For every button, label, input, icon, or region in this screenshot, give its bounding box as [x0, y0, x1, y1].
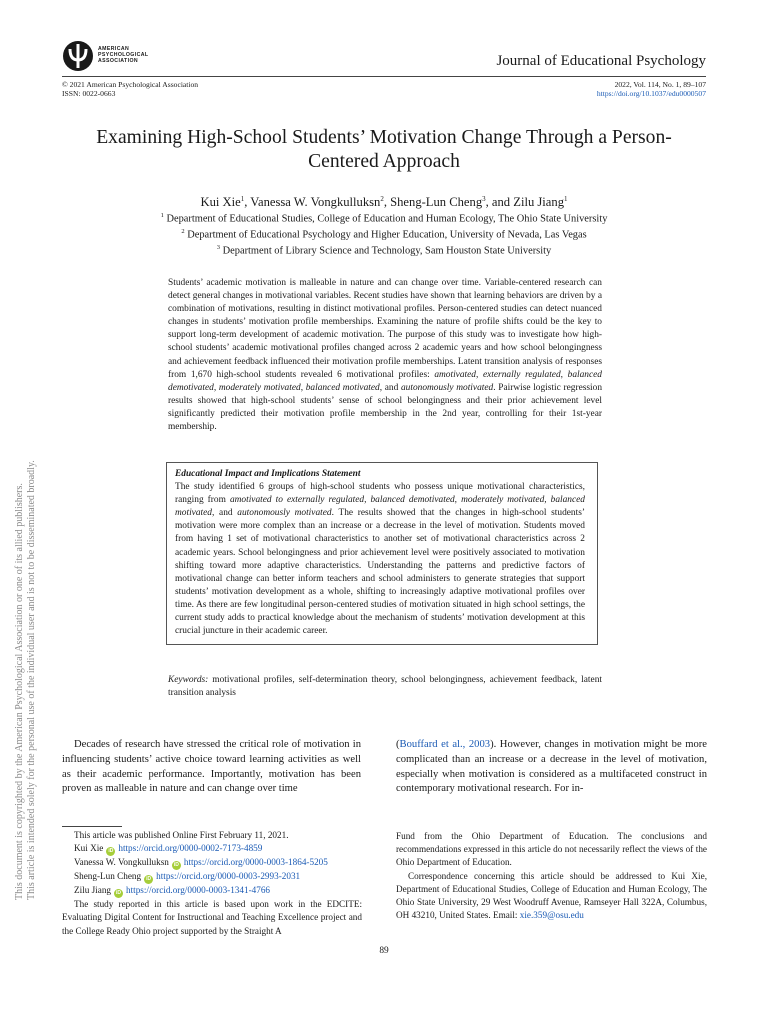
keywords-label: Keywords: [168, 675, 209, 685]
orcid-icon: iD [108, 848, 114, 855]
orcid-entry: Sheng-Lun Cheng iD https://orcid.org/0000-0003-2993-2031 [74, 871, 301, 883]
footnotes-right [396, 830, 707, 922]
body-column-right: (Bouffard et al., 2003). However, changes in motivation might be more complicated than an increase or a decrease in the level of motivation, especially when motivation is considered as a multifaceted construct in contemporary motivational research. For in- [396, 739, 707, 795]
orcid-link[interactable]: https://orcid.org/0000-0003-2993-2031 [156, 871, 301, 882]
apa-logo-wordmark: AMERICAN PSYCHOLOGICAL ASSOCIATION [98, 46, 149, 65]
copyright: © 2021 American Psychological Association [62, 80, 199, 89]
author: Kui Xie [200, 195, 241, 210]
orcid-link[interactable]: https://orcid.org/0000-0003-1341-4766 [126, 885, 271, 896]
funding-note-continued: Fund from the Ohio Department of Education. The conclusions and recommendations expressed in this article do not necessarily reflect the views of the Ohio Department of Education. [396, 831, 707, 868]
orcid-link[interactable]: https://orcid.org/0000-0003-1864-5205 [183, 857, 328, 868]
copyright-side-notice [14, 80, 38, 900]
doi-link[interactable]: https://doi.org/10.1037/edu0000507 [596, 89, 706, 98]
funding-note: The study reported in this article is based upon work in the EDCITE: Evaluating Digital Content for Instructional and Teaching Excellence project and the College Ready Ohio project supported by the Straight A [62, 899, 362, 936]
correspondence-note: Correspondence concerning this article should be addressed to Kui Xie, Department of Educational Studies, College of Education and Human Ecology, The Ohio State University, 29 West Woodruff Avenue, Ramseyer Hall 322A, Columbus, OH 43210, United States. Email: xie.359@osu.edu [396, 870, 707, 921]
impact-statement-box [166, 462, 598, 645]
body-column-left [62, 738, 361, 797]
affiliation: $^1$ Department of Educational Studies, College of Education and Human Ecology, The Ohio State University [160, 212, 608, 225]
orcid-link[interactable]: https://orcid.org/0000-0002-7173-4859 [118, 843, 263, 854]
volume-info: 2022, Vol. 114, No. 1, 89–107 [614, 80, 706, 89]
orcid-entry: Kui Xie iD https://orcid.org/0000-0002-7173-4859 [74, 843, 263, 855]
footnote-rule [62, 826, 122, 827]
affiliation: $^2$ Department of Educational Psychology and Higher Education, University of Nevada, Las Vegas [181, 228, 587, 241]
side-notice-line-1: This document is copyrighted by the American Psychological Association or one of its allied publishers. [14, 483, 25, 900]
header-rule [62, 76, 706, 77]
body-paragraph: Decades of research have stressed the critical role of motivation in influencing students’ active choice toward learning activities as well as their academic performance. Importantly, motivation has been proven as malleable in nature and can change over time [62, 739, 361, 795]
author: Zilu Jiang [513, 195, 564, 210]
apa-logo [62, 40, 192, 72]
issn: ISSN: 0022-0663 [62, 89, 116, 98]
impact-statement-heading: Educational Impact and Implications Statement [175, 469, 361, 479]
citation-link[interactable]: Bouffard et al., 2003 [399, 739, 491, 750]
copyright-block [62, 80, 198, 98]
author: Sheng-Lun Cheng [390, 195, 483, 210]
affiliation-list [62, 210, 706, 258]
orcid-entry: Vanessa W. Vongkulluksn iD https://orcid.org/0000-0003-1864-5205 [74, 857, 328, 869]
abstract: Students’ academic motivation is malleable in nature and can change over time. Variable-centered research can detect general changes in motivational variables. Recent studies have shown that learning behaviors are driven by a combination of motivations, resulting in distinct motivational profiles. Person-centered studies can detect nuanced changes in students’ motivation profile memberships. Examining the nature of profile shifts could be the key to support long-term development of academic motivation. The purpose of this study was to investigate how high-school students’ academic motivational profiles changed across 2 academic years and how school belongingness and achievement feedback influenced their motivation profile memberships. Latent transition analysis of responses from 1,670 high-school students revealed 6 motivational profiles: amotivated, externally regulated, balanced demotivated, moderately motivated, balanced motivated, and autonomously motivated. Pairwise logistic regression results showed that high-school students’ sense of school belongingness and their prior achievement level significantly predicted their motivation profile membership in the 2nd year, controlling for their 1st-year membership. [168, 278, 603, 433]
impact-statement-text: The study identified 6 groups of high-school students who possess unique motivational characteristics, ranging from amotivated to externally regulated, balanced demotivated, moderately motivated, balanced motivated, and autonomously motivated. The results showed that the changes in high-school students’ motivation were more complex than an increase or a decrease in the level of motivation. Students moved from having 1 set of motivational characteristics to another set of motivational characteristics across 2 academic years. School belongingness and prior achievement level were positively associated to motivation shifting toward more adaptive characteristics. Understanding the patterns and predictive factors of motivational change can better inform teachers and school administers to generate strategies that support students’ motivation development as a whole, shifting to increasingly adaptive motivational profiles over time. As there are few longitudinal person-centered studies of motivation situated in high school settings, the current study adds to practical knowledge about the mechanism of students’ motivation development at this crucial juncture in their academic career. [175, 482, 585, 637]
article-title: Examining High-School Students’ Motivation Change Through a Person-Centered Approach [96, 127, 672, 172]
email-link[interactable]: xie.359@osu.edu [519, 910, 584, 921]
journal-name: Journal of Educational Psychology [496, 53, 706, 69]
side-notice-line-2: This article is intended solely for the personal use of the individual user and is not to be disseminated broadly. [26, 460, 37, 900]
footnotes-left [62, 829, 362, 938]
author: Vanessa W. Vongkulluksn [250, 195, 381, 210]
orcid-icon: iD [116, 890, 122, 897]
orcid-entry: Zilu Jiang iD https://orcid.org/0000-0003-1341-4766 [74, 885, 271, 897]
keywords: Keywords: motivational profiles, self-determination theory, school belongingness, achievement feedback, latent transition analysis [168, 675, 602, 698]
orcid-icon: iD [146, 876, 152, 883]
author-list: Kui Xie$^1$, Vanessa W. Vongkulluksn$^2$, Sheng-Lun Cheng$^3$, and Zilu Jiang$^1$ [200, 195, 568, 210]
publication-note: This article was published Online First February 11, 2021. [74, 830, 289, 840]
affiliation: $^3$ Department of Library Science and Technology, Sam Houston State University [216, 244, 552, 257]
citation-block [597, 80, 706, 98]
apa-psi-icon [62, 40, 96, 72]
page-number: 89 [379, 946, 389, 956]
orcid-icon: iD [173, 862, 179, 869]
